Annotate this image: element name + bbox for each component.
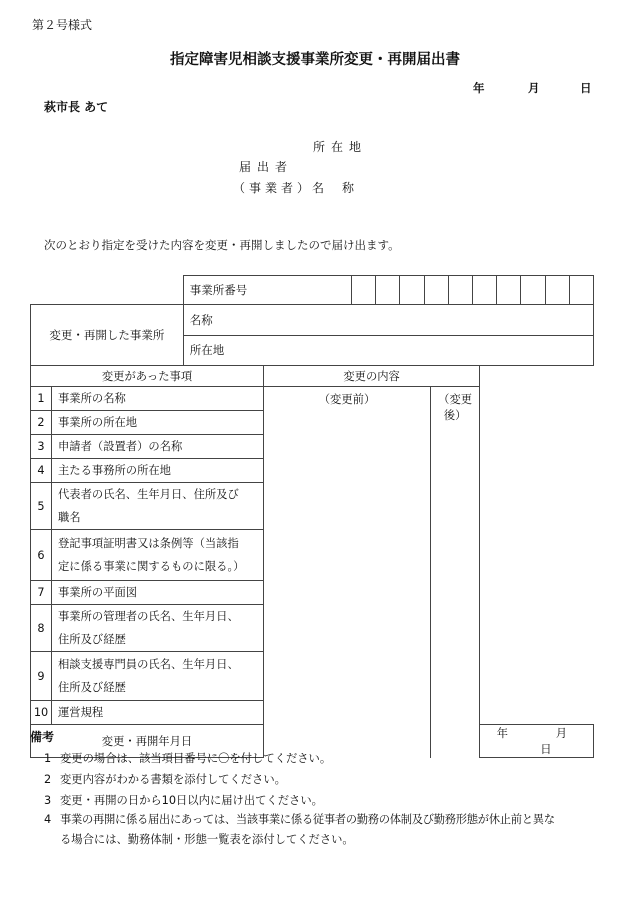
office-number-digit[interactable] — [497, 276, 521, 305]
footer-year: 年 — [496, 727, 509, 740]
intro-text: 次のとおり指定を受けた内容を変更・再開しましたので届け出ます。 — [44, 238, 400, 252]
item-label: 主たる事務所の所在地 — [52, 459, 264, 483]
col-header-items: 変更があった事項 — [31, 366, 264, 387]
office-number-digit[interactable] — [400, 276, 424, 305]
office-number-digit[interactable] — [473, 276, 497, 305]
after-label: （変更後） — [438, 393, 473, 422]
form-number: 第２号様式 — [32, 18, 93, 32]
remark-number: 3 — [44, 794, 52, 807]
item-label: 事業所の名称 — [52, 387, 264, 411]
item-label — [52, 530, 264, 581]
remark-text: 変更・再開の日から10日以内に届け出てください。 — [60, 794, 323, 807]
item-label: 運営規程 — [52, 701, 264, 725]
notifier-address-label: 所在地 — [313, 140, 368, 154]
item-number: 10 — [31, 701, 52, 725]
remark-text: 変更内容がわかる書類を添付してください。 — [60, 773, 286, 786]
office-number-digit[interactable] — [545, 276, 569, 305]
item-label-line: 相談支援専門員の氏名、生年月日、 — [58, 658, 239, 671]
item-label-line: 住所及び経歴 — [58, 633, 126, 646]
office-number-digit[interactable] — [352, 276, 376, 305]
item-number: 7 — [31, 581, 52, 605]
item-label: 申請者（設置者）の名称 — [52, 435, 264, 459]
office-section-label: 変更・再開した事業所 — [31, 305, 184, 366]
office-table — [30, 275, 594, 366]
before-change-field[interactable] — [264, 387, 431, 758]
footer-day: 日 — [540, 743, 552, 756]
item-number: 4 — [31, 459, 52, 483]
business-label: （事業者） — [233, 181, 314, 195]
after-change-field[interactable] — [431, 387, 480, 758]
blank-cell — [31, 276, 184, 305]
item-label-line: 定に係る事業に関するものに限る。） — [58, 560, 245, 573]
remark-number: 1 — [44, 752, 52, 765]
item-label: 事業所の平面図 — [52, 581, 264, 605]
remark-number: 4 — [44, 813, 51, 826]
item-label — [52, 483, 264, 530]
col-header-content: 変更の内容 — [264, 366, 480, 387]
item-label-line: 職名 — [58, 511, 81, 524]
item-label — [52, 605, 264, 652]
remark-note — [44, 750, 331, 766]
remark-text: 事業の再開に係る届出にあっては、当該事業に係る従事者の勤務の体制及び勤務形態が休止前と異な — [60, 813, 555, 826]
remark-note — [44, 811, 555, 827]
item-label — [52, 652, 264, 701]
date-day: 日 — [580, 81, 592, 95]
item-number: 6 — [31, 530, 52, 581]
office-number-digit[interactable] — [448, 276, 472, 305]
date-year: 年 — [473, 81, 485, 95]
notifier-label: 届出者 — [239, 160, 294, 174]
footer-date-field[interactable] — [480, 725, 594, 758]
page-title: 指定障害児相談支援事業所変更・再開届出書 — [170, 52, 460, 68]
remark-note-continuation: る場合には、勤務体制・形態一覧表を添付してください。 — [60, 833, 354, 846]
footer-month: 月 — [555, 727, 568, 740]
item-number: 2 — [31, 411, 52, 435]
remark-note — [44, 792, 323, 808]
office-number-label: 事業所番号 — [183, 276, 351, 305]
item-label-line: 登記事項証明書又は条例等（当該指 — [58, 537, 239, 550]
remark-number: 2 — [44, 773, 52, 786]
item-number: 5 — [31, 483, 52, 530]
addressee: 萩市長 あて — [44, 100, 109, 114]
remarks-title: 備考 — [30, 730, 55, 744]
item-number: 8 — [31, 605, 52, 652]
remark-text: 変更の場合は、該当項目番号に〇を付してください。 — [60, 752, 332, 765]
before-label: （変更前） — [318, 393, 376, 406]
office-number-digit[interactable] — [521, 276, 545, 305]
office-number-digit[interactable] — [569, 276, 593, 305]
office-name-field[interactable]: 名称 — [183, 305, 593, 336]
change-table — [30, 365, 594, 758]
office-number-digit[interactable] — [376, 276, 400, 305]
date-month: 月 — [528, 81, 540, 95]
remark-note — [44, 771, 286, 787]
item-label-line: 住所及び経歴 — [58, 681, 126, 694]
item-number: 9 — [31, 652, 52, 701]
office-number-digit[interactable] — [424, 276, 448, 305]
notifier-name-label: 名称 — [312, 181, 373, 195]
item-number: 1 — [31, 387, 52, 411]
item-label-line: 事業所の管理者の氏名、生年月日、 — [58, 610, 239, 623]
item-label: 事業所の所在地 — [52, 411, 264, 435]
item-number: 3 — [31, 435, 52, 459]
item-label-line: 代表者の氏名、生年月日、住所及び — [58, 488, 239, 501]
footer-date-label: 変更・再開年月日 — [31, 725, 264, 758]
office-address-field[interactable]: 所在地 — [183, 335, 593, 366]
